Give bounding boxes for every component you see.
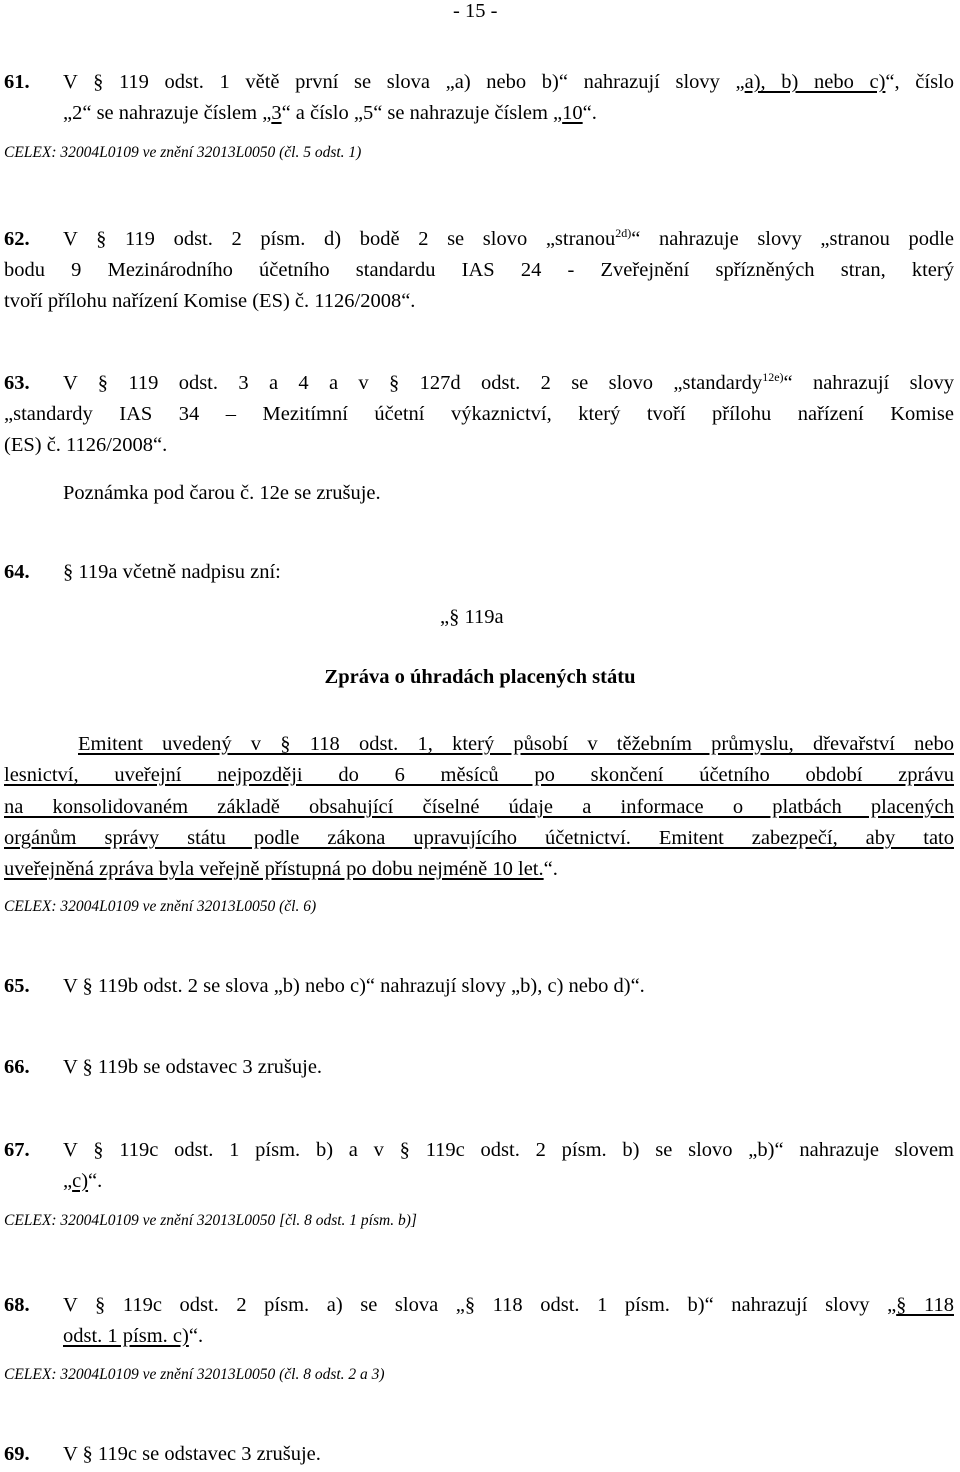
celex-reference: CELEX: 32004L0109 ve znění 32013L0050 [čl. 8 odst. 1 písm. b)] [4,1212,417,1229]
item-text-line: tvoří přílohu nařízení Komise (ES) č. 1126/2008“. [4,290,416,312]
item-text-line: V § 119 odst. 1 větě první se slova „a) nebo b)“ nahrazují slovy „a), b) nebo c)“, číslo [63,71,954,93]
item-number: 67. [4,1139,30,1161]
inserted-text: a), b) nebo c) [744,71,886,93]
celex-reference: CELEX: 32004L0109 ve znění 32013L0050 (čl. 5 odst. 1) [4,144,362,161]
footnote-ref: 2d) [615,226,632,241]
item-text-line: V § 119c odst. 2 písm. a) se slova „§ 118 odst. 1 písm. b)“ nahrazují slovy „§ 118 [63,1294,954,1316]
item-text-line: „c)“. [63,1170,103,1192]
inserted-text: c) [72,1170,89,1192]
item-text-line: V § 119c odst. 1 písm. b) a v § 119c odst. 2 písm. b) se slovo „b)“ nahrazuje slovem [63,1139,954,1161]
footnote-note: Poznámka pod čarou č. 12e se zrušuje. [63,482,381,504]
item-text-line: „2“ se nahrazuje číslem „3“ a číslo „5“ se nahrazuje číslem „10“. [63,102,597,124]
item-text-line: § 119a včetně nadpisu zní: [63,561,281,583]
item-text-line: V § 119c se odstavec 3 zrušuje. [63,1443,321,1465]
section-text-line: Emitent uvedený v § 118 odst. 1, který působí v těžebním průmyslu, dřevařství nebo [78,733,954,755]
section-text-line: lesnictví, uveřejní nejpozději do 6 měsíců po skončení účetního období zprávu [4,764,954,786]
celex-reference: CELEX: 32004L0109 ve znění 32013L0050 (čl. 6) [4,898,317,915]
inserted-text: odst. 1 písm. c) [63,1325,189,1347]
item-number: 65. [4,975,30,997]
page-number: - 15 - [453,0,498,22]
item-number: 62. [4,228,30,250]
item-number: 68. [4,1294,30,1316]
item-text-line: (ES) č. 1126/2008“. [4,434,168,456]
item-text-line: V § 119b odst. 2 se slova „b) nebo c)“ nahrazují slovy „b), c) nebo d)“. [63,975,645,997]
section-text-line: orgánům správy státu podle zákona upravujícího účetnictví. Emitent zabezpečí, aby tato [4,827,954,849]
section-heading: Zpráva o úhradách placených státu [324,666,636,688]
item-number: 61. [4,71,30,93]
inserted-text: 10 [562,102,583,124]
item-number: 69. [4,1443,30,1465]
inserted-text: 3 [271,102,282,124]
item-text-line: odst. 1 písm. c)“. [63,1325,204,1347]
item-text-line: „standardy IAS 34 – Mezitímní účetní výkaznictví, který tvoří přílohu nařízení Komise [4,403,954,425]
footnote-ref: 12e) [762,370,784,385]
item-number: 66. [4,1056,30,1078]
item-number: 63. [4,372,30,394]
item-text-line: V § 119 odst. 3 a 4 a v § 127d odst. 2 se slovo „standardy$^{12e)}$“ nahrazují slovy [63,370,954,394]
item-text-line: V § 119 odst. 2 písm. d) bodě 2 se slovo „stranou$^{2d)}$“ nahrazuje slovy „stranou podle [63,226,955,250]
section-text-line: na konsolidovaném základě obsahující číselné údaje a informace o platbách placených [4,796,954,818]
item-number: 64. [4,561,30,583]
section-number: „§ 119a [440,606,504,628]
item-text-line: bodu 9 Mezinárodního účetního standardu IAS 24 - Zveřejnění spřízněných stran, který [4,259,954,281]
section-text-line: uveřejněná zpráva byla veřejně přístupná po dobu nejméně 10 let.“. [4,858,558,880]
inserted-text: § 118 [896,1294,954,1316]
celex-reference: CELEX: 32004L0109 ve znění 32013L0050 (čl. 8 odst. 2 a 3) [4,1366,385,1383]
item-text-line: V § 119b se odstavec 3 zrušuje. [63,1056,323,1078]
